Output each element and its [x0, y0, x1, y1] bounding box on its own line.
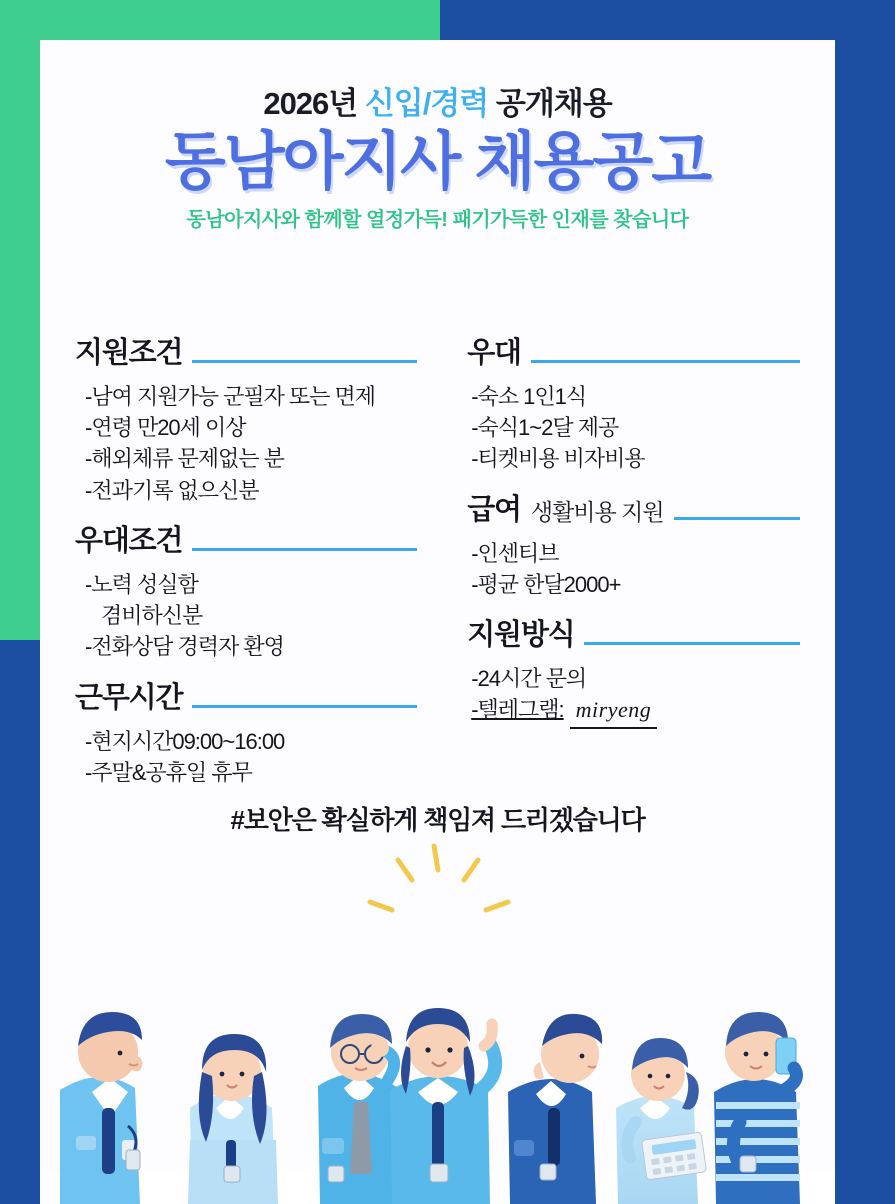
header-eyebrow-highlight: 신입/경력 — [364, 86, 489, 121]
list-item: -주말&공휴일 휴무 — [85, 759, 252, 785]
section-items — [467, 381, 800, 475]
list-item: -현지시간09:00~16:00 — [85, 728, 285, 754]
section-items — [75, 726, 417, 788]
sparkle-rays — [370, 846, 508, 910]
section-rule — [674, 517, 800, 520]
section-salary — [467, 487, 800, 600]
list-item: -노력 성실함 — [85, 571, 198, 597]
section-header — [75, 518, 417, 559]
background-block-blue-top — [440, 0, 895, 40]
right-column — [457, 330, 800, 794]
list-item: -숙식1~2달 제공 — [471, 415, 619, 441]
section-items — [75, 569, 417, 663]
person-3 — [318, 1014, 400, 1204]
background-block-green-top — [200, 0, 440, 40]
section-preferred-conditions — [75, 518, 417, 663]
section-items — [467, 538, 800, 600]
list-item: -남여 지원가능 군필자 또는 면제 — [85, 384, 376, 409]
background-block-blue-right — [835, 40, 895, 1204]
section-rule — [192, 705, 417, 708]
list-item: 겸비하신분 — [101, 603, 203, 629]
poster-body — [75, 330, 800, 794]
person-6 — [616, 1038, 706, 1204]
left-column — [75, 330, 417, 794]
section-rule — [192, 360, 417, 363]
person-5 — [508, 1014, 602, 1204]
security-note: #보안은 확실하게 책임져 드리겠습니다 — [230, 805, 645, 835]
section-header — [467, 612, 800, 653]
section-benefits — [467, 330, 800, 475]
illustration-svg — [40, 840, 835, 1204]
section-title: 우대조건 — [75, 524, 183, 557]
calculator-device — [642, 1132, 707, 1180]
list-item: -전과기록 없으신분 — [85, 477, 259, 503]
section-items — [467, 663, 800, 728]
telegram-label: -텔레그램: — [471, 697, 564, 723]
section-title: 급여 — [467, 493, 521, 526]
section-how-to-apply — [467, 612, 800, 728]
person-7 — [714, 1012, 800, 1204]
list-item: -24시간 문의 — [471, 666, 587, 692]
section-subtitle: 생활비용 지원 — [530, 498, 664, 525]
section-rule — [531, 360, 800, 363]
header-subtitle: 동남아지사와 함께할 열정가득! 패기가득한 인재를 찾습니다 — [186, 209, 689, 232]
poster-header — [40, 40, 835, 232]
telegram-contact[interactable] — [471, 694, 800, 728]
section-header — [75, 330, 417, 371]
section-title: 우대 — [467, 337, 521, 369]
people-illustration — [40, 840, 835, 1204]
header-eyebrow-pre: 2026년 — [263, 86, 365, 121]
list-item: -전화상담 경력자 환영 — [85, 634, 284, 660]
list-item: -연령 만20세 이상 — [85, 415, 246, 441]
section-header — [467, 487, 800, 528]
section-rule — [584, 642, 800, 645]
header-eyebrow-post: 공개채용 — [488, 86, 612, 121]
section-title: 근무시간 — [75, 681, 183, 714]
section-items — [75, 381, 417, 506]
section-working-hours — [75, 675, 417, 788]
list-item: -티켓비용 비자비용 — [471, 446, 645, 472]
telegram-id[interactable]: miryeng — [570, 694, 658, 728]
section-title: 지원조건 — [75, 337, 183, 369]
person-2 — [188, 1034, 278, 1204]
section-rule — [192, 548, 417, 551]
section-header — [75, 675, 417, 716]
person-1 — [60, 1012, 142, 1204]
list-item: -평균 한달2000+ — [471, 571, 621, 597]
section-title: 지원방식 — [467, 619, 575, 652]
list-item: -인센티브 — [471, 540, 559, 566]
header-eyebrow — [40, 78, 835, 123]
section-qualifications — [75, 330, 417, 506]
list-item: -해외체류 문제없는 분 — [85, 446, 284, 472]
page-title: 동남아지사 채용공고 — [164, 127, 711, 197]
list-item: -숙소 1인1식 — [471, 384, 587, 409]
section-header — [467, 330, 800, 371]
